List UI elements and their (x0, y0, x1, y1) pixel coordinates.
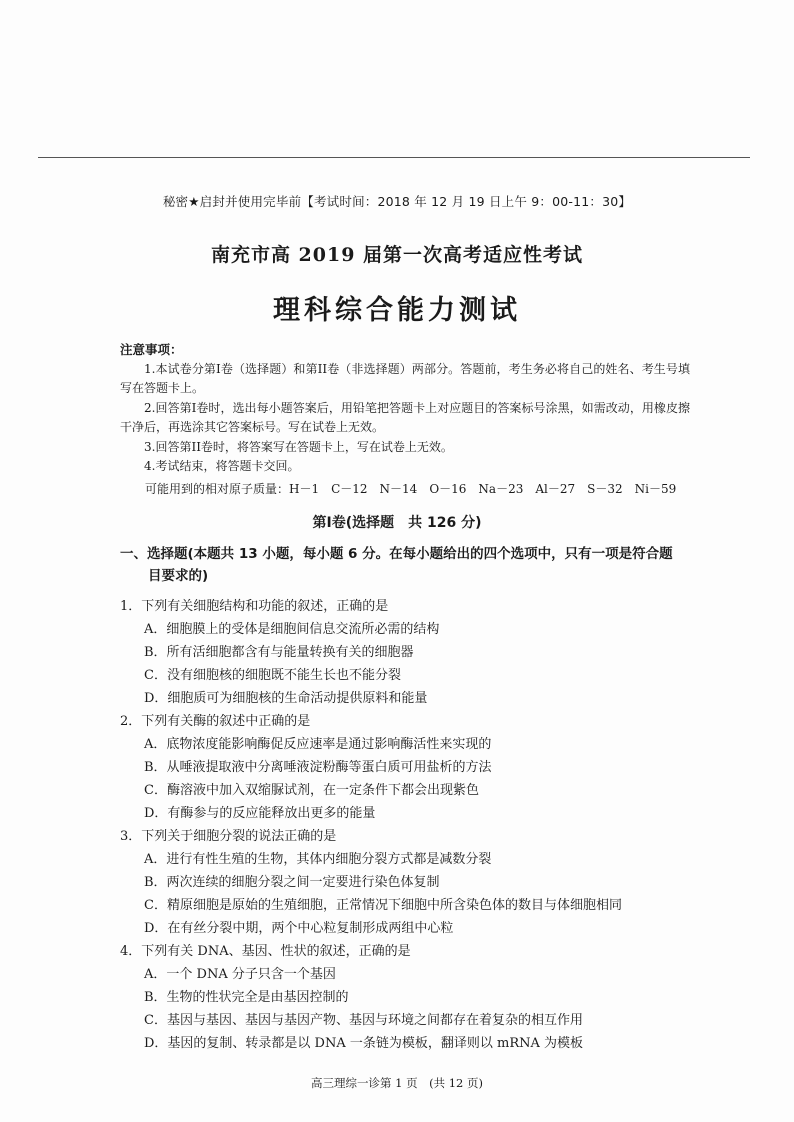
section-heading (120, 543, 700, 587)
option-b: B．所有活细胞都含有与能量转换有关的细胞器 (144, 645, 414, 660)
question-4 (120, 940, 700, 1055)
section-heading-line1: 一、选择题(本题共 13 小题，每小题 6 分。在每小题给出的四个选项中，只有一项是符合题 (120, 546, 673, 562)
instructions-heading: 注意事项： (120, 342, 183, 357)
option-c: C．精原细胞是原始的生殖细胞，正常情况下细胞中所含染色体的数目与体细胞相同 (144, 898, 622, 913)
part1-title: 第Ⅰ卷(选择题 共 126 分) (312, 515, 482, 531)
question-3 (120, 825, 700, 940)
question-list (120, 595, 700, 1055)
option-d: D．在有丝分裂中期，两个中心粒复制形成两组中心粒 (144, 921, 454, 936)
instruction-item: 4.考试结束，将答题卡交回。 (144, 459, 300, 473)
question-stem: 1．下列有关细胞结构和功能的叙述，正确的是 (120, 599, 389, 614)
option-a: A．一个 DNA 分子只含一个基因 (144, 967, 336, 982)
page-footer: 高三理综一诊第 1 页 (共 12 页) (310, 1076, 484, 1090)
instruction-item: 2.回答第I卷时，选出每小题答案后，用铅笔把答题卡上对应题目的答案标号涂黑，如需改动，用橡皮擦干净后，再选涂其它答案标号。写在试卷上无效。 (120, 400, 690, 434)
question-stem: 2．下列有关酶的叙述中正确的是 (120, 714, 311, 729)
option-a: A．细胞膜上的受体是细胞间信息交流所必需的结构 (144, 622, 440, 637)
option-d: D．有酶参与的反应能释放出更多的能量 (144, 806, 376, 821)
exam-subtitle: 理科综合能力测试 (273, 295, 521, 326)
question-stem: 4．下列有关 DNA、基因、性状的叙述，正确的是 (120, 944, 411, 959)
option-b: B．两次连续的细胞分裂之间一定要进行染色体复制 (144, 875, 440, 890)
header-rule (38, 157, 750, 158)
question-2 (120, 710, 700, 825)
confidential-line: 秘密★启封并使用完毕前【考试时间：2018 年 12 月 19 日上午 9：00-11：30】 (162, 194, 632, 209)
exam-title: 南充市高 2019 届第一次高考适应性考试 (210, 244, 584, 266)
instructions-block (120, 340, 690, 477)
option-c: C．没有细胞核的细胞既不能生长也不能分裂 (144, 668, 401, 683)
atomic-masses: 可能用到的相对原子质量：H－1 C－12 N－14 O－16 Na－23 Al－27 S－32 Ni－59 (145, 482, 677, 496)
section-heading-line2: 目要求的) (148, 568, 209, 584)
question-stem: 3．下列关于细胞分裂的说法正确的是 (120, 829, 337, 844)
option-b: B．生物的性状完全是由基因控制的 (144, 990, 349, 1005)
option-b: B．从唾液提取液中分离唾液淀粉酶等蛋白质可用盐析的方法 (144, 760, 492, 775)
option-c: C．基因与基因、基因与基因产物、基因与环境之间都存在着复杂的相互作用 (144, 1013, 583, 1028)
option-d: D．基因的复制、转录都是以 DNA 一条链为模板，翻译则以 mRNA 为模板 (144, 1036, 584, 1051)
option-c: C．酶溶液中加入双缩脲试剂，在一定条件下都会出现紫色 (144, 783, 479, 798)
option-a: A．底物浓度能影响酶促反应速率是通过影响酶活性来实现的 (144, 737, 492, 752)
option-a: A．进行有性生殖的生物，其体内细胞分裂方式都是减数分裂 (144, 852, 492, 867)
question-1 (120, 595, 700, 710)
option-d: D．细胞质可为细胞核的生命活动提供原料和能量 (144, 691, 428, 706)
instruction-item: 3.回答第II卷时，将答案写在答题卡上，写在试卷上无效。 (144, 439, 453, 454)
instruction-item: 1.本试卷分第I卷（选择题）和第II卷（非选择题）两部分。答题前，考生务必将自己的姓名、考生号填写在答题卡上。 (120, 361, 690, 395)
